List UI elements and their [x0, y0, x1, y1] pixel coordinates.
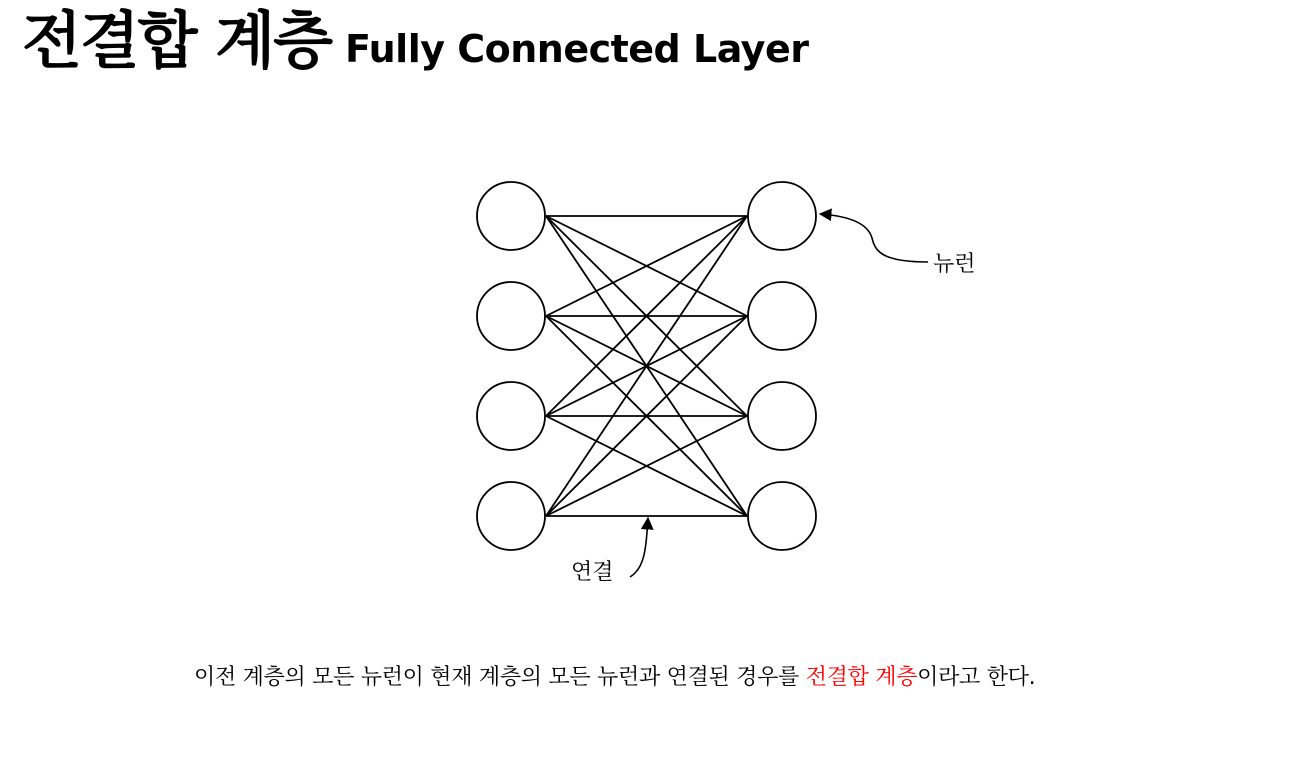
input-neuron: [477, 482, 545, 550]
output-neuron: [748, 382, 816, 450]
title-english: Fully Connected Layer: [345, 27, 809, 71]
caption: [194, 660, 1035, 691]
caption-text-after: 이라고 한다.: [917, 665, 1036, 690]
input-neuron: [477, 382, 545, 450]
connection-label: 연결: [571, 560, 614, 585]
connection-callout-arrow: [630, 518, 648, 577]
neuron-callout-arrow: [820, 214, 928, 262]
input-neuron: [477, 282, 545, 350]
neuron-label: 뉴런: [933, 252, 976, 277]
input-neuron: [477, 182, 545, 250]
output-neuron: [748, 282, 816, 350]
caption-highlight: 전결합 계층: [805, 665, 918, 690]
output-neuron: [748, 482, 816, 550]
caption-text-before: 이전 계층의 모든 뉴런이 현재 계층의 모든 뉴런과 연결된 경우를: [194, 665, 806, 690]
title-korean: 전결합 계층: [22, 4, 332, 77]
output-neuron: [748, 182, 816, 250]
connections-group: [546, 216, 747, 516]
